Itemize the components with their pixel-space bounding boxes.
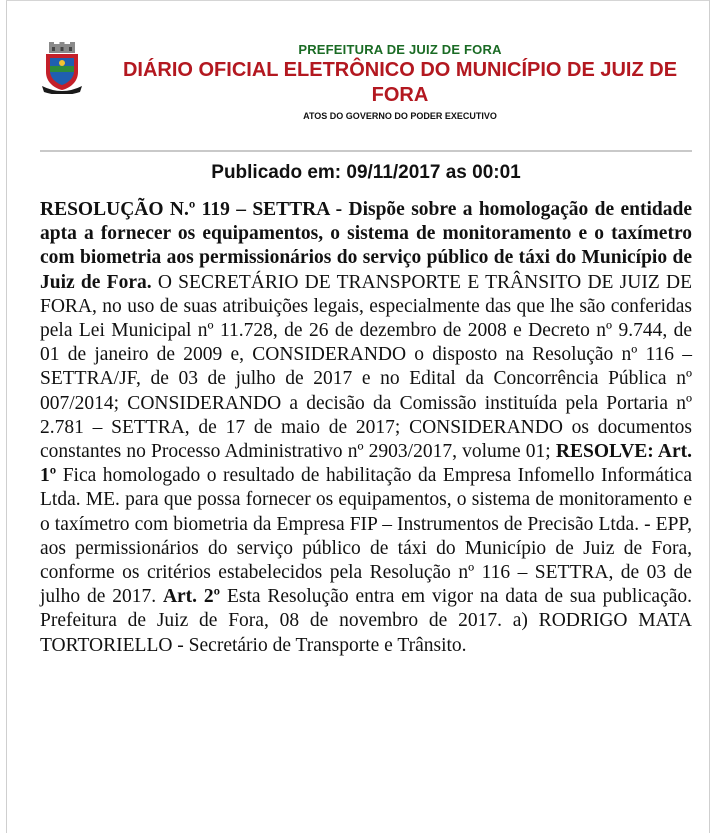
resolution-heading: RESOLUÇÃO N.º 119 – SETTRA - Dispõe sobre a homologação de entidade apta a fornecer os equipamentos, o sistema de monitoramento e o taxímetro com biometria aos permissionários do serviço público de táxi do Município de Juiz de Fora. (40, 199, 692, 293)
resolve-label: RESOLVE: (555, 441, 654, 463)
art2-text: Esta Resolução entra em vigor na data de sua publicação. Prefeitura de Juiz de Fora, 08 de novembro de 2017. a) RODRIGO MATA TORTORIELLO - Secretário de Transporte e Trânsito. (40, 586, 692, 656)
top-border (6, 0, 709, 1)
gazette-subtitle: ATOS DO GOVERNO DO PODER EXECUTIVO (303, 111, 497, 121)
municipal-coat-of-arms-icon (40, 42, 84, 94)
resolution-text (40, 198, 692, 658)
resolution-preamble: O SECRETÁRIO DE TRANSPORTE E TRÂNSITO DE JUIZ DE FORA, no uso de suas atribuições legais, especialmente das que lhe são conferidas pela Lei Municipal nº 11.728, de 26 de dezembro de 2008 e Decreto nº 9.744, de 01 de janeiro de 2009 e, CONSIDERANDO o disposto na Resolução nº 116 – SETTRA/JF, de 03 de julho de 2017 e no Edital da Concorrência Pública nº 007/2014; CONSIDERANDO a decisão da Comissão instituída pela Portaria nº 2.781 – SETTRA, de 17 de maio de 2017; CONSIDERANDO os documentos constantes no Processo Administrativo nº 2903/2017, volume 01; (40, 271, 692, 463)
art1-text: Fica homologado o resultado de habilitação da Empresa Infomello Informática Ltda. ME. para que possa fornecer os equipamentos, o sistema de monitoramento e o taxímetro com biometria da Empresa FIP – Instrumentos de Precisão Ltda. - EPP, aos permissionários do serviço público de táxi do Município de Juiz de Fora, conforme os critérios estabelecidos pela Resolução nº 116 – SETTRA, de 03 de julho de 2017. (40, 465, 692, 608)
gazette-title: DIÁRIO OFICIAL ELETRÔNICO DO MUNICÍPIO DE JUIZ DE FORA (122, 59, 678, 106)
art1-label: Art. 1º (40, 441, 692, 487)
art2-label: Art. 2º (162, 586, 221, 608)
published-date: Publicado em: 09/11/2017 as 00:01 (211, 162, 521, 183)
org-name: PREFEITURA DE JUIZ DE FORA (298, 42, 502, 57)
gazette-header (0, 36, 720, 136)
header-divider (40, 150, 692, 152)
